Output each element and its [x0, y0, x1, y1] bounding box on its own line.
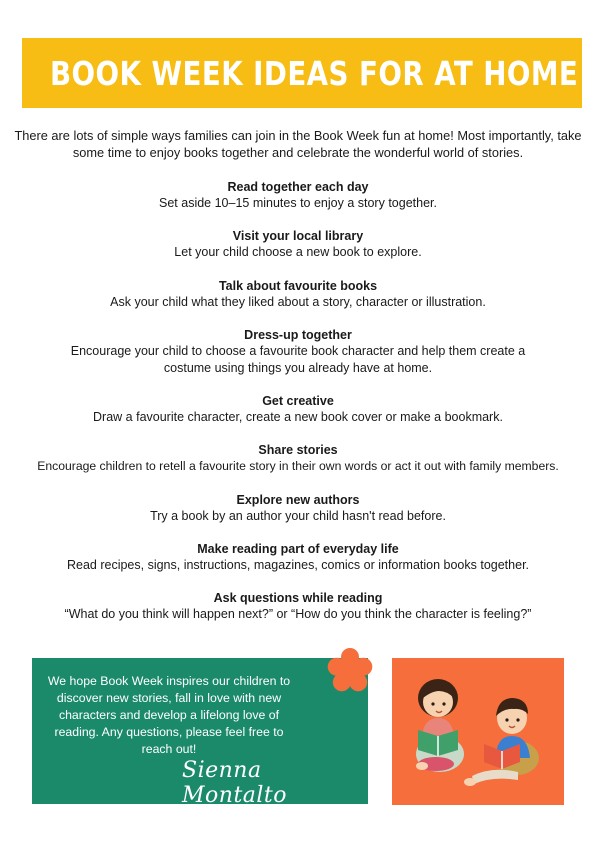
tip-body: Encourage your child to choose a favourite book character and help them create a costume using things you already have at home. [70, 343, 526, 375]
tip-title: Get creative [262, 394, 334, 409]
closing-message-box [32, 658, 368, 808]
tip-item [6, 278, 590, 327]
tip-title: Ask questions while reading [213, 591, 383, 606]
tip-item [6, 590, 590, 639]
tip-item [6, 492, 590, 541]
tip-title: Make reading part of everyday life [197, 542, 399, 557]
children-reading-illustration [392, 658, 564, 805]
tip-body: Draw a favourite character, create a new book cover or make a bookmark. [93, 410, 503, 425]
flower-icon [324, 645, 376, 697]
tip-title: Share stories [258, 443, 338, 458]
page-title: BOOK WEEK IDEAS FOR AT HOME [50, 53, 579, 93]
tip-item [6, 442, 590, 491]
intro-paragraph: There are lots of simple ways families can join in the Book Week fun at home! Most importantly, take some time to enjoy books together and celebrate the wonderful world of stories. [14, 128, 582, 160]
tip-body: Ask your child what they liked about a story, character or illustration. [110, 294, 486, 309]
tip-body: Read recipes, signs, instructions, magazines, comics or information books together. [66, 558, 530, 573]
tip-title: Read together each day [227, 180, 369, 194]
title-banner [22, 38, 582, 108]
tip-body: Try a book by an author your child hasn't read before. [150, 508, 446, 523]
tip-body: Set aside 10–15 minutes to enjoy a story together. [159, 196, 437, 210]
illustration-box [392, 658, 564, 805]
closing-message: We hope Book Week inspires our children to discover new stories, fall in love with new characters and develop a lifelong love of reading. Any questions, please feel free to reach out! [47, 674, 291, 756]
signature: Sienna Montalto [182, 758, 288, 808]
tip-body: Encourage children to retell a favourite story in their own words or act it out with family members. [37, 459, 559, 474]
tip-body: “What do you think will happen next?” or “How do you think the character is feeling?” [64, 607, 532, 622]
tip-item [6, 228, 590, 277]
tip-item [6, 393, 590, 442]
tip-title: Talk about favourite books [218, 278, 378, 293]
tip-body: Let your child choose a new book to explore. [174, 245, 422, 260]
tip-title: Visit your local library [232, 229, 364, 244]
tip-item [6, 541, 590, 590]
tip-title: Dress-up together [244, 327, 352, 342]
tip-title: Explore new authors [236, 492, 360, 507]
tips-list [6, 179, 590, 640]
tip-item [6, 327, 590, 393]
tip-item [6, 179, 590, 228]
